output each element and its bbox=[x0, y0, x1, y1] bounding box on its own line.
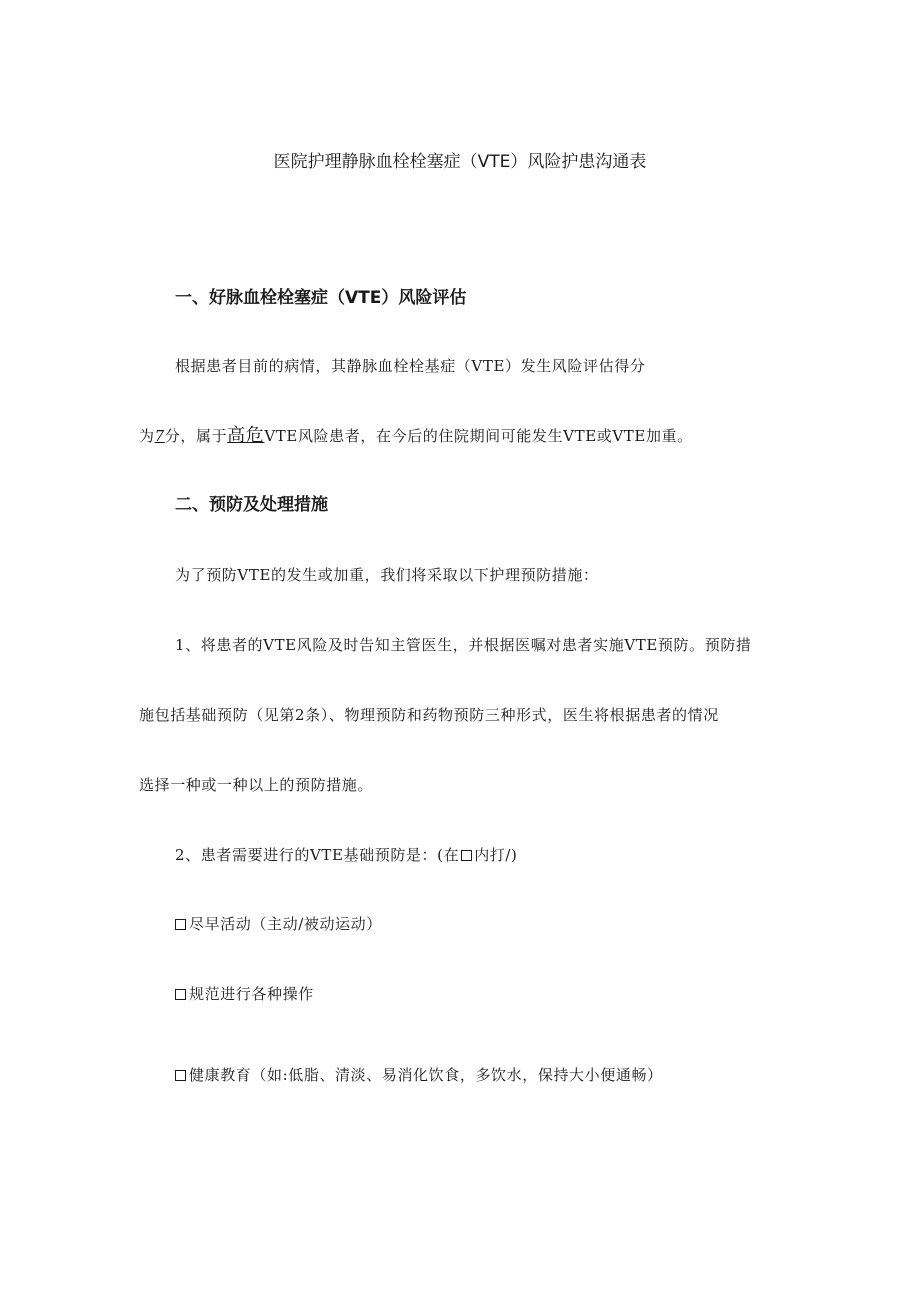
item2-suffix: 内打/) bbox=[474, 846, 518, 864]
checkbox-standard-operation[interactable] bbox=[175, 989, 186, 1000]
item1-line3: 选择一种或一种以上的预防措施。 bbox=[139, 776, 374, 794]
checklist-label: 健康教育（如:低脂、清淡、易消化饮食，多饮水，保持大小便通畅） bbox=[189, 1066, 663, 1084]
checkbox-sample-icon bbox=[461, 850, 472, 861]
checklist-label: 规范进行各种操作 bbox=[189, 985, 314, 1003]
score-suffix: VTE风险患者，在今后的住院期间可能发生VTE或VTE加重。 bbox=[264, 427, 693, 445]
section1-para-line2 bbox=[139, 427, 693, 445]
checkbox-health-education[interactable] bbox=[175, 1070, 186, 1081]
item1-line1: 1、将患者的VTE风险及时告知主管医生，并根据医嘱对患者实施VTE预防。预防措 bbox=[175, 636, 752, 654]
checklist-item bbox=[175, 1068, 663, 1083]
item1-line2: 施包括基础预防（见第2条）、物理预防和药物预防三种形式，医生将根据患者的情况 bbox=[139, 706, 719, 724]
item2-prefix: 2、患者需要进行的VTE基础预防是：(在 bbox=[175, 846, 460, 864]
checkbox-early-activity[interactable] bbox=[175, 919, 186, 930]
risk-score: 7 bbox=[154, 427, 165, 445]
document-title: 医院护理静脉血栓栓塞症（VTE）风险护患沟通表 bbox=[273, 152, 647, 172]
section1-para-line1: 根据患者目前的病情，其静脉血栓栓基症（VTE）发生风险评估得分 bbox=[175, 357, 646, 375]
score-mid: 分，属于 bbox=[164, 427, 228, 445]
section2-heading: 二、预防及处理措施 bbox=[175, 495, 328, 515]
checklist-label: 尽早活动（主动/被动运动） bbox=[189, 915, 382, 933]
item2-line bbox=[175, 848, 518, 863]
checklist-item bbox=[175, 987, 314, 1002]
checklist-item bbox=[175, 917, 382, 932]
section1-heading: 一、好脉血栓栓塞症（VTE）风险评估 bbox=[175, 288, 467, 308]
section2-intro: 为了预防VTE的发生或加重，我们将采取以下护理预防措施： bbox=[175, 566, 599, 584]
risk-level: 高危 bbox=[227, 425, 265, 446]
score-prefix: 为 bbox=[139, 427, 155, 445]
